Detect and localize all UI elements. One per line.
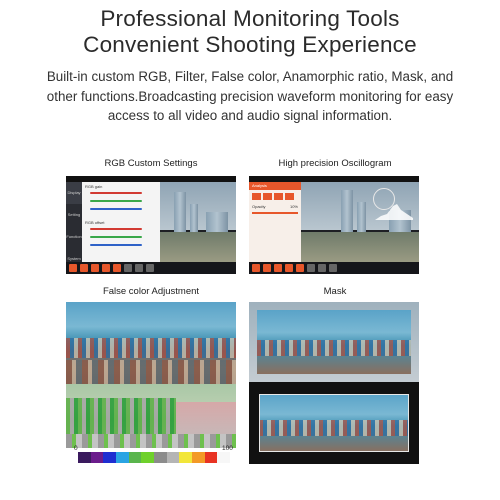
waveform-graph <box>375 202 413 220</box>
rgb-settings-panel <box>82 182 160 262</box>
opacity-slider[interactable] <box>252 212 298 214</box>
false-color-scale <box>78 452 230 463</box>
dock-icon-6[interactable] <box>124 264 132 272</box>
feature-description: Built-in custom RGB, Filter, False color, Anamorphic ratio, Mask, and other functions.Broadcasting precision waveform monitoring for easy access to all video and audio signal information. <box>46 69 454 123</box>
caption-rgb-settings: RGB Custom Settings <box>104 158 198 169</box>
gain-green-slider[interactable] <box>90 200 142 202</box>
menu-icon-audio[interactable] <box>285 193 294 200</box>
dock-icon-8[interactable] <box>146 264 154 272</box>
scale-max-label: 100 <box>222 445 233 452</box>
gain-blue-slider[interactable] <box>90 208 142 210</box>
offset-blue-slider[interactable] <box>90 244 142 246</box>
settings-sidebar <box>66 182 82 262</box>
opacity-label: Opacity <box>252 204 266 209</box>
dock-icon-2[interactable] <box>80 264 88 272</box>
oscillogram-screenshot <box>249 176 419 274</box>
dock-icon-1[interactable] <box>69 264 77 272</box>
offset-red-slider[interactable] <box>90 228 142 230</box>
dock-icon-5[interactable] <box>113 264 121 272</box>
dock-icon-1[interactable] <box>252 264 260 272</box>
dock-icon-5[interactable] <box>296 264 304 272</box>
offset-green-slider[interactable] <box>90 236 142 238</box>
sidebar-item-display[interactable]: Display <box>66 182 82 204</box>
menu-icon-histogram[interactable] <box>274 193 283 200</box>
menu-icon-vector[interactable] <box>263 193 272 200</box>
dock-icon-7[interactable] <box>135 264 143 272</box>
function-dock <box>66 262 236 274</box>
function-dock <box>249 262 419 274</box>
opacity-value: 10% <box>289 204 298 209</box>
caption-mask: Mask <box>323 286 347 297</box>
dock-icon-4[interactable] <box>102 264 110 272</box>
sidebar-item-system[interactable]: System <box>67 256 81 261</box>
dock-icon-6[interactable] <box>307 264 315 272</box>
analysis-menu-title: Analysis <box>249 182 301 190</box>
caption-oscillogram: High precision Oscillogram <box>278 158 392 169</box>
analysis-menu <box>249 182 301 262</box>
rgb-offset-label: RGB offset <box>85 220 105 225</box>
dock-icon-8[interactable] <box>329 264 337 272</box>
headline-line-2: Convenient Shooting Experience <box>83 32 417 57</box>
dock-icon-7[interactable] <box>318 264 326 272</box>
headline-line-1: Professional Monitoring Tools <box>100 6 400 31</box>
menu-icon-waveform[interactable] <box>252 193 261 200</box>
dock-icon-3[interactable] <box>274 264 282 272</box>
mask-frame-outline <box>259 394 409 452</box>
dock-icon-3[interactable] <box>91 264 99 272</box>
caption-false-color: False color Adjustment <box>102 286 200 297</box>
sidebar-item-function[interactable]: Function <box>66 234 82 239</box>
false-color-normal-image <box>66 302 236 384</box>
rgb-gain-label: RGB gain <box>85 184 103 189</box>
dock-icon-2[interactable] <box>263 264 271 272</box>
gain-red-slider[interactable] <box>90 192 142 194</box>
mask-screenshot <box>249 302 419 464</box>
headline <box>0 6 500 58</box>
rgb-settings-screenshot <box>66 176 236 274</box>
dock-icon-4[interactable] <box>285 264 293 272</box>
false-color-processed-image <box>66 384 236 448</box>
scale-min-label: 0 <box>74 445 78 452</box>
sidebar-item-setting[interactable]: Setting <box>67 212 81 217</box>
